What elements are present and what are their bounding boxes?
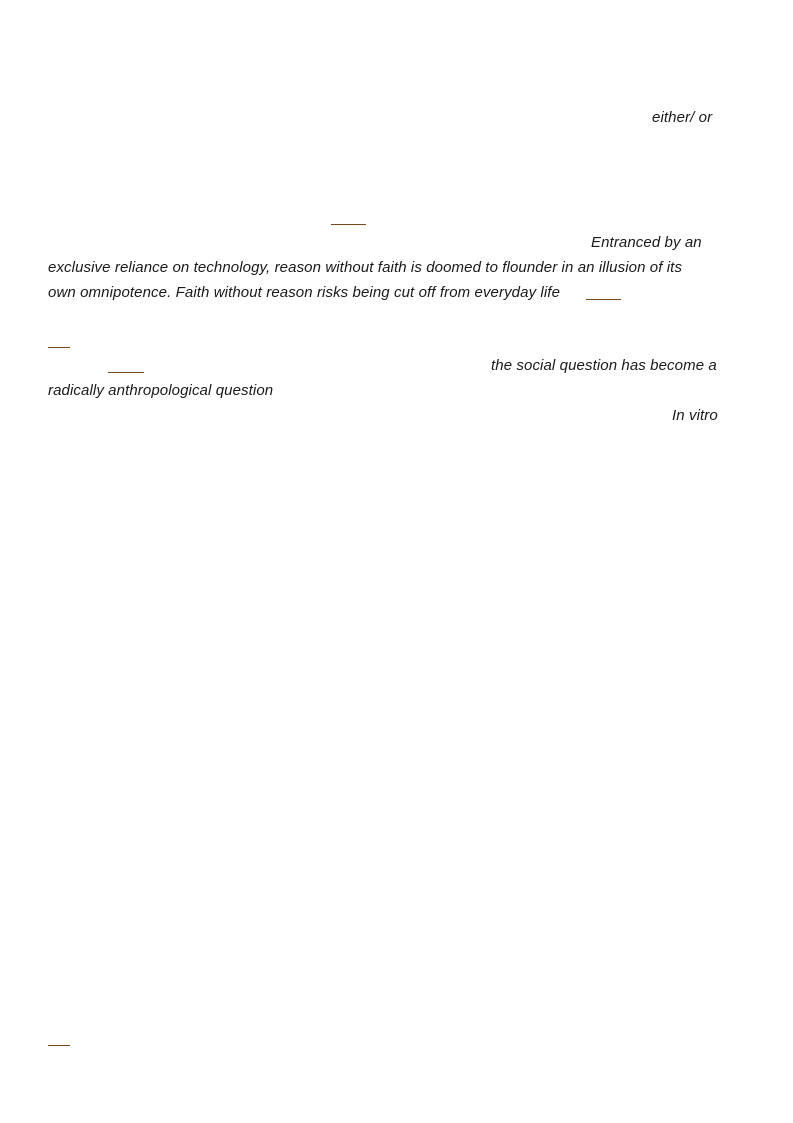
text-either-or: either/ or [652, 109, 713, 126]
footnote-separator-rule [48, 1045, 70, 1046]
text-in-vitro: In vitro [672, 407, 718, 424]
footnote-marker-rule [48, 347, 70, 348]
footnote-marker-rule [586, 299, 621, 300]
text-line-technology: exclusive reliance on technology, reason without faith is doomed to flounder in an illusion of its [48, 259, 683, 276]
footnote-marker-rule [331, 224, 366, 225]
text-entranced: Entranced by an [591, 234, 702, 251]
text-social-question: the social question has become a [491, 357, 717, 374]
footnote-marker-rule [108, 372, 144, 373]
text-line-omnipotence: own omnipotence. Faith without reason risks being cut off from everyday life [48, 284, 561, 301]
text-anthropological: radically anthropological question [48, 382, 274, 399]
